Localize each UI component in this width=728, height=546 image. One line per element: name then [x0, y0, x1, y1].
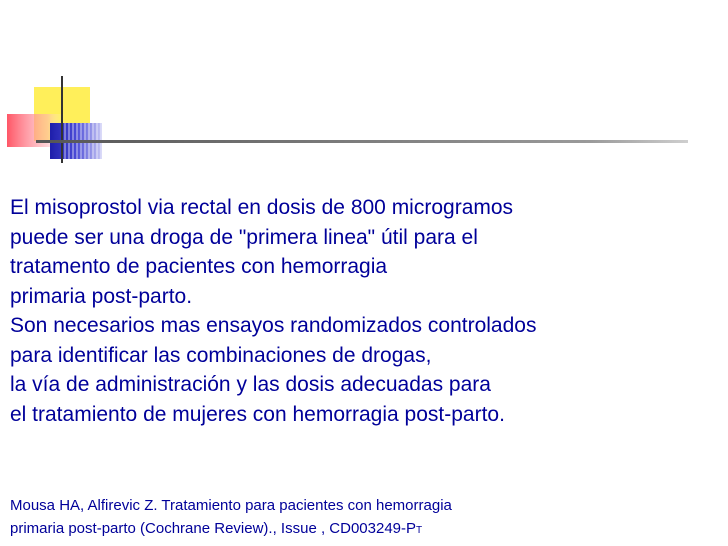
citation-line-2-text: primaria post-parto (Cochrane Review)., Issue , CD003249-P: [10, 520, 417, 537]
body-line-1: El misoprostol via rectal en dosis de 800 microgramos: [10, 196, 514, 219]
body-line-7: la vía de administración y las dosis adecuadas para: [10, 373, 491, 396]
citation-suffix: T: [416, 525, 423, 536]
horizontal-rule: [36, 140, 688, 143]
body-line-4: primaria post-parto.: [10, 284, 193, 308]
body-line-2: puede ser una droga de "primera linea" útil para el: [10, 225, 478, 249]
main-paragraph: [10, 193, 725, 429]
citation-line-1: Mousa HA, Alfirevic Z. Tratamiento para pacientes con hemorragia: [10, 497, 452, 514]
citation: [10, 494, 725, 542]
vertical-rule: [61, 76, 63, 163]
body-line-8: el tratamiento de mujeres con hemorragia post-parto.: [10, 402, 505, 426]
body-line-3: tratamento de pacientes con hemorragia: [10, 255, 388, 278]
decorative-logo-graphic: [0, 0, 728, 180]
citation-line-2: [10, 517, 725, 542]
body-line-5: Son necesarios mas ensayos randomizados controlados: [10, 314, 537, 337]
body-line-6: para identificar las combinaciones de drogas,: [10, 343, 432, 367]
